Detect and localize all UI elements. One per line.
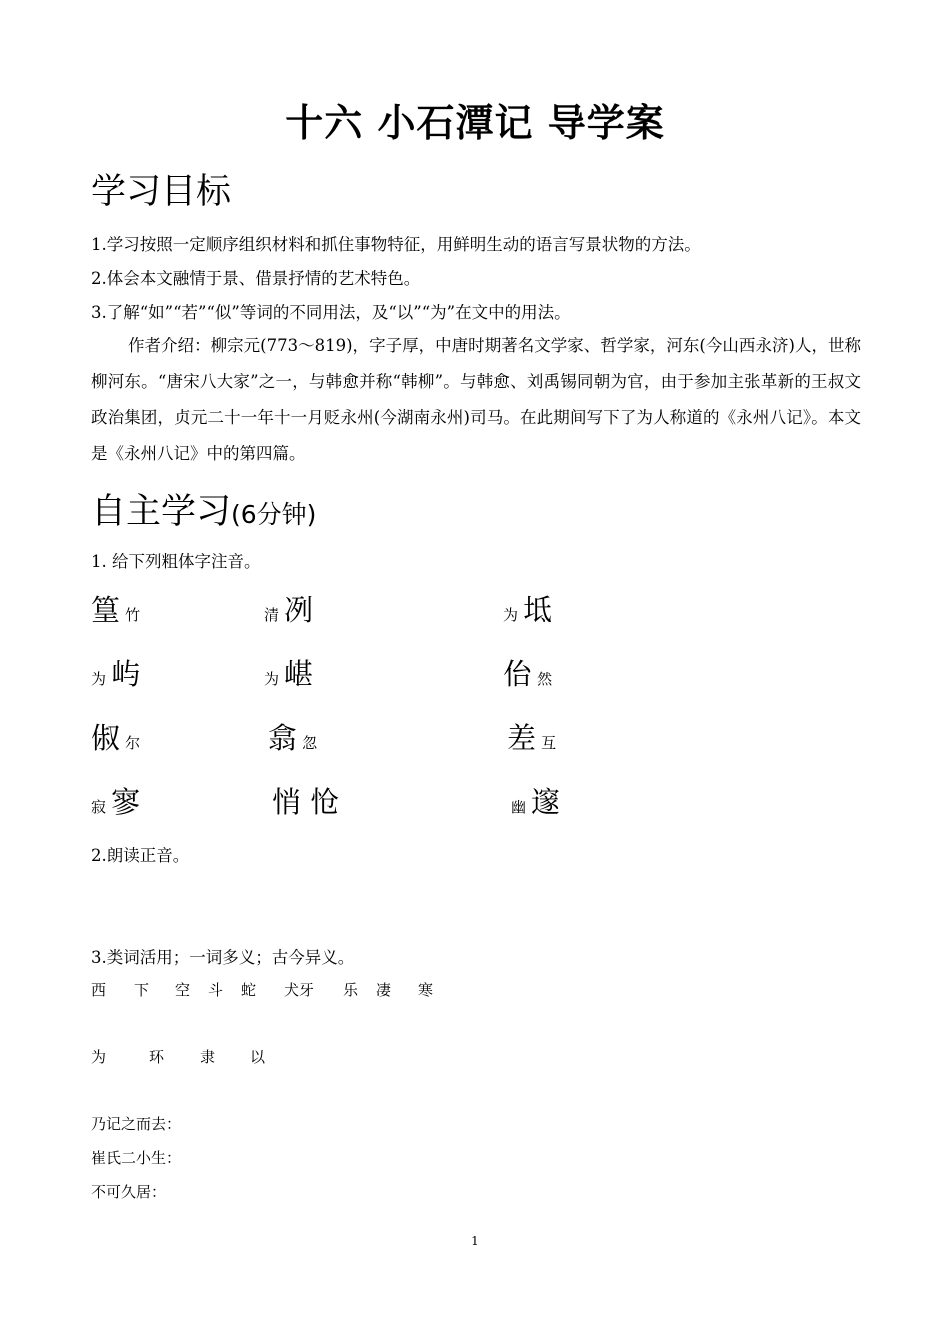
pinyin-item [264, 588, 313, 629]
question-3: 3.类词活用；一词多义；古今异义。 [91, 948, 355, 967]
heading-learning-goals: 学习目标 [91, 172, 232, 212]
pinyin-item [91, 652, 140, 693]
pinyin-item [503, 588, 552, 629]
heading-self-study [91, 484, 316, 534]
context-char: 尔 [125, 734, 141, 752]
target-char: 嵁 [284, 657, 314, 691]
goal-item-3: 3.了解“如”“若”“似”等词的不同用法，及“以”“为”在文中的用法。 [91, 303, 571, 322]
context-char: 为 [264, 670, 280, 688]
word-item: 犬牙 [284, 981, 315, 999]
target-char: 冽 [284, 593, 314, 627]
pinyin-item [503, 652, 552, 693]
word-item: 凄 [376, 981, 392, 999]
context-char: 为 [503, 606, 519, 624]
context-char: 然 [537, 670, 553, 688]
author-intro: 作者介绍：柳宗元(773～819)，字子厚，中唐时期著名文学家、哲学家，河东(今山西永济)人，世称柳河东。“唐宋八大家”之一，与韩愈并称“韩柳”。与韩愈、刘禹锡同朝为官，由于参加主张革新的王叔文政治集团，贞元二十一年十一月贬永州(今湖南永州)司马。在此期间写下了为人称道的《永州八记》。本文是《永州八记》中的第四篇。 [91, 336, 861, 463]
pinyin-item [264, 652, 313, 693]
heading-self-study-note: (6分钟) [231, 500, 317, 529]
word-item: 蛇 [241, 981, 257, 999]
context-char: 幽 [511, 798, 527, 816]
target-char: 坻 [523, 593, 553, 627]
pinyin-item [91, 780, 140, 821]
question-1: 1. 给下列粗体字注音。 [91, 552, 261, 571]
context-char: 互 [541, 734, 557, 752]
target-char: 邃 [531, 785, 561, 819]
pinyin-item [507, 716, 556, 757]
pinyin-item [91, 588, 140, 629]
target-char: 寥 [111, 785, 141, 819]
pinyin-item [272, 780, 339, 821]
target-char: 差 [507, 721, 537, 755]
phrase-item: 乃记之而去： [91, 1115, 182, 1133]
word-item: 以 [250, 1048, 266, 1066]
word-item: 乐 [343, 981, 359, 999]
pinyin-item [511, 780, 560, 821]
word-item: 为 [91, 1048, 107, 1066]
word-item: 环 [149, 1048, 165, 1066]
pinyin-item [268, 716, 317, 757]
target-char: 悄 怆 [272, 785, 340, 819]
word-item: 隶 [200, 1048, 216, 1066]
word-item: 空 [175, 981, 191, 999]
context-char: 为 [91, 670, 107, 688]
word-item: 下 [134, 981, 150, 999]
context-char: 清 [264, 606, 280, 624]
goal-item-2: 2.体会本文融情于景、借景抒情的艺术特色。 [91, 269, 421, 288]
context-char: 寂 [91, 798, 107, 816]
page-title: 十六 小石潭记 导学案 [285, 101, 665, 145]
target-char: 篁 [91, 593, 121, 627]
phrase-item: 崔氏二小生： [91, 1149, 182, 1167]
pinyin-item [91, 716, 140, 757]
word-item: 西 [91, 981, 107, 999]
target-char: 佁 [503, 657, 533, 691]
context-char: 忽 [302, 734, 318, 752]
context-char: 竹 [125, 606, 141, 624]
target-char: 屿 [111, 657, 141, 691]
target-char: 俶 [91, 721, 121, 755]
phrase-item: 不可久居： [91, 1183, 167, 1201]
goal-item-1: 1.学习按照一定顺序组织材料和抓住事物特征，用鲜明生动的语言写景状物的方法。 [91, 235, 701, 254]
heading-self-study-text: 自主学习 [91, 492, 232, 532]
word-item: 斗 [208, 981, 224, 999]
page-number: 1 [471, 1234, 479, 1248]
target-char: 翕 [268, 721, 298, 755]
question-2: 2.朗读正音。 [91, 846, 190, 865]
word-item: 寒 [418, 981, 434, 999]
